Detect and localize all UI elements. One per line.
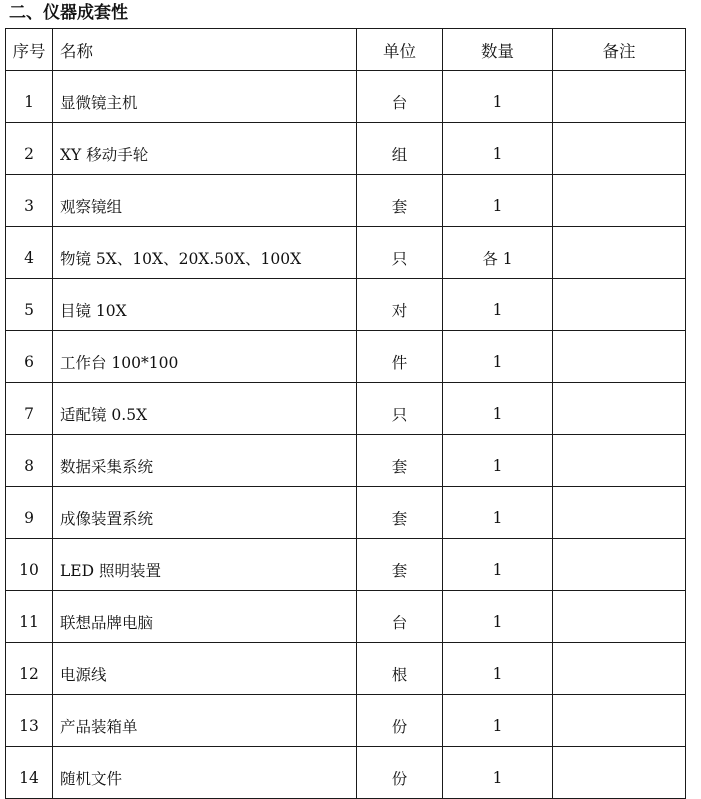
cell-unit-unit: 台 [357,71,443,123]
table-row [6,539,686,591]
cell-no-no: 7 [6,383,53,435]
cell-note-note [553,331,686,383]
cell-no-no: 13 [6,695,53,747]
cell-name-name: 工作台 100*100 [53,331,357,383]
cell-unit-unit: 份 [357,747,443,799]
cell-name-name: 数据采集系统 [53,435,357,487]
cell-name-name: 产品装箱单 [53,695,357,747]
cell-qty-qty: 1 [443,123,553,175]
table-row [6,279,686,331]
cell-unit-unit: 件 [357,331,443,383]
cell-qty-qty: 各 1 [443,227,553,279]
cell-unit-unit: 组 [357,123,443,175]
cell-name-name: 物镜 5X、10X、20X.50X、100X [53,227,357,279]
cell-no-no: 8 [6,435,53,487]
cell-note-note [553,123,686,175]
cell-qty-qty: 1 [443,539,553,591]
cell-unit-unit: 套 [357,435,443,487]
cell-qty-qty: 1 [443,279,553,331]
cell-unit-unit: 对 [357,279,443,331]
cell-unit-unit: 台 [357,591,443,643]
table-row [6,591,686,643]
cell-no-no: 2 [6,123,53,175]
cell-name-name: 适配镜 0.5X [53,383,357,435]
table-row [6,71,686,123]
header-note: 备注 [553,29,686,71]
cell-unit-unit: 只 [357,227,443,279]
cell-note-note [553,539,686,591]
section-title: 二、仪器成套性 [9,3,128,23]
table-row [6,435,686,487]
table-row [6,747,686,799]
cell-name-name: 观察镜组 [53,175,357,227]
cell-name-name: 联想品牌电脑 [53,591,357,643]
cell-note-note [553,279,686,331]
table-row [6,695,686,747]
table-header-row [6,29,686,71]
cell-no-no: 5 [6,279,53,331]
header-name: 名称 [53,29,357,71]
cell-note-note [553,227,686,279]
cell-name-name: 电源线 [53,643,357,695]
cell-qty-qty: 1 [443,383,553,435]
cell-qty-qty: 1 [443,643,553,695]
cell-qty-qty: 1 [443,695,553,747]
cell-note-note [553,695,686,747]
header-unit: 单位 [357,29,443,71]
cell-qty-qty: 1 [443,71,553,123]
cell-no-no: 1 [6,71,53,123]
cell-note-note [553,383,686,435]
cell-no-no: 10 [6,539,53,591]
table-row [6,643,686,695]
cell-no-no: 12 [6,643,53,695]
cell-name-name: 成像装置系统 [53,487,357,539]
cell-qty-qty: 1 [443,435,553,487]
cell-no-no: 9 [6,487,53,539]
cell-name-name: 目镜 10X [53,279,357,331]
cell-unit-unit: 根 [357,643,443,695]
cell-qty-qty: 1 [443,487,553,539]
table-row [6,175,686,227]
cell-no-no: 11 [6,591,53,643]
header-qty: 数量 [443,29,553,71]
cell-unit-unit: 套 [357,539,443,591]
cell-unit-unit: 只 [357,383,443,435]
cell-note-note [553,71,686,123]
table-row [6,123,686,175]
cell-no-no: 4 [6,227,53,279]
table-row [6,227,686,279]
cell-qty-qty: 1 [443,331,553,383]
table-row [6,487,686,539]
instrument-kit-table [5,28,686,799]
cell-qty-qty: 1 [443,175,553,227]
table-row [6,383,686,435]
cell-no-no: 14 [6,747,53,799]
cell-unit-unit: 份 [357,695,443,747]
cell-name-name: 显微镜主机 [53,71,357,123]
cell-note-note [553,643,686,695]
header-no: 序号 [6,29,53,71]
cell-no-no: 3 [6,175,53,227]
cell-qty-qty: 1 [443,591,553,643]
cell-name-name: XY 移动手轮 [53,123,357,175]
cell-unit-unit: 套 [357,175,443,227]
cell-note-note [553,591,686,643]
table-row [6,331,686,383]
cell-unit-unit: 套 [357,487,443,539]
cell-qty-qty: 1 [443,747,553,799]
cell-name-name: 随机文件 [53,747,357,799]
cell-note-note [553,435,686,487]
cell-note-note [553,747,686,799]
cell-name-name: LED 照明装置 [53,539,357,591]
cell-note-note [553,175,686,227]
cell-note-note [553,487,686,539]
cell-no-no: 6 [6,331,53,383]
